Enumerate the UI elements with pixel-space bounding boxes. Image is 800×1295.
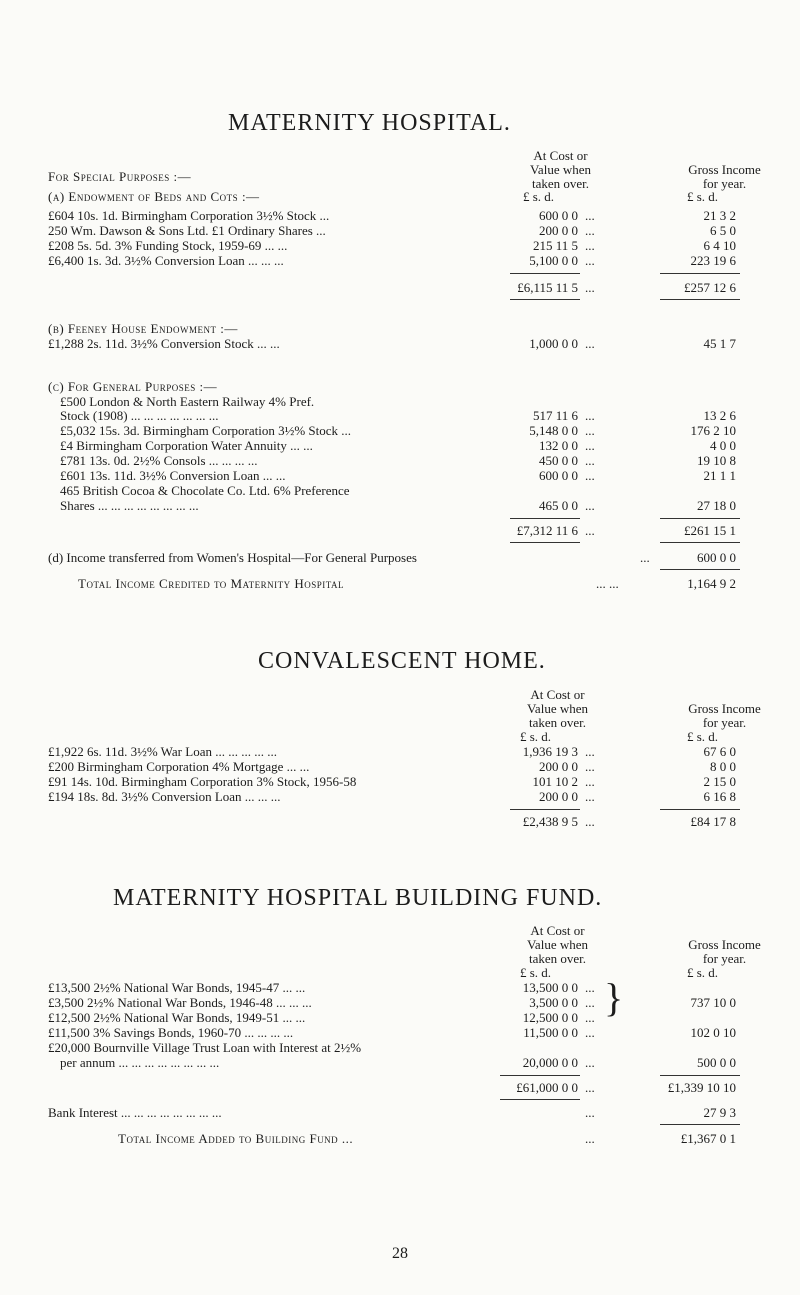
section-b-heading: (b) Feeney House Endowment :— <box>48 321 238 336</box>
conv-row-3-desc: £91 14s. 10d. Birmingham Corporation 3% Stock, 1956-58 <box>48 774 357 789</box>
section-c-row-2-cost: 5,148 0 0 <box>529 423 578 438</box>
income-col-header-line2: for year. <box>702 176 747 191</box>
conv-cost-header-line1: At Cost or <box>530 687 585 702</box>
divider <box>500 1075 580 1076</box>
bf-cost-header-line2: Value when <box>526 937 588 952</box>
conv-cost-header-line2: Value when <box>526 701 588 716</box>
section-c-row-1-income: 13 2 6 <box>703 408 736 423</box>
divider <box>510 518 580 519</box>
section-a-row-4-cost: 5,100 0 0 <box>529 253 578 268</box>
section-a-row-3-income: 6 4 10 <box>703 238 736 253</box>
section-b-row-1-income: 45 1 7 <box>703 336 736 351</box>
divider <box>500 1099 580 1100</box>
maternity-total-value: 1,164 9 2 <box>687 576 736 591</box>
bf-total-cost: £61,000 0 0 <box>516 1080 578 1095</box>
convalescent-title: CONVALESCENT HOME. <box>258 648 546 674</box>
conv-income-header-line1: Gross Income <box>688 701 761 716</box>
bf-income-lsd: £ s. d. <box>687 965 719 980</box>
conv-row-4-cost: 200 0 0 <box>539 789 578 804</box>
section-a-row-2-cost: 200 0 0 <box>539 223 578 238</box>
conv-total-cost: £2,438 9 5 <box>522 814 578 829</box>
divider <box>660 569 740 570</box>
maternity-title: MATERNITY HOSPITAL. <box>228 110 511 136</box>
income-col-header-line1: Gross Income <box>688 162 761 177</box>
bf-row-5-cost: 20,000 0 0 <box>522 1055 578 1070</box>
conv-row-1-desc: £1,922 6s. 11d. 3½% War Loan ... ... ... ... ... <box>48 744 277 759</box>
divider <box>660 273 740 274</box>
conv-cost-header-line3: taken over. <box>528 715 587 730</box>
section-c-row-6-income: 27 18 0 <box>697 498 736 513</box>
maternity-total-label: Total Income Credited to Maternity Hospital <box>78 576 345 591</box>
divider <box>660 542 740 543</box>
section-c-row-4-cost: 450 0 0 <box>539 453 578 468</box>
section-b-row-1-desc: £1,288 2s. 11d. 3½% Conversion Stock ... ... <box>48 336 280 351</box>
conv-row-2-desc: £200 Birmingham Corporation 4% Mortgage ... ... <box>48 759 310 774</box>
income-lsd-header: £ s. d. <box>687 189 719 204</box>
section-a-row-2-desc: 250 Wm. Dawson & Sons Ltd. £1 Ordinary Shares ... <box>48 223 326 238</box>
brace-icon: } <box>604 975 624 1020</box>
section-a-total-income: £257 12 6 <box>684 280 736 295</box>
section-c-row-6-cost: 465 0 0 <box>539 498 578 513</box>
divider <box>660 809 740 810</box>
bf-row-1-cost: 13,500 0 0 <box>522 980 578 995</box>
section-c-row-5-income: 21 1 1 <box>703 468 736 483</box>
conv-row-4-desc: £194 18s. 8d. 3½% Conversion Loan ... ... ... <box>48 789 281 804</box>
bank-interest-label: Bank Interest ... ... ... ... ... ... ... ... <box>48 1105 222 1120</box>
divider <box>660 1075 740 1076</box>
bf-cost-header-line1: At Cost or <box>530 923 585 938</box>
section-a-heading: (a) Endowment of Beds and Cots :— <box>48 189 260 204</box>
bf-income-header-line2: for year. <box>702 951 747 966</box>
section-c-row-2-desc: £5,032 15s. 3d. Birmingham Corporation 3½% Stock ... <box>60 423 352 438</box>
divider <box>510 542 580 543</box>
cost-col-header-line2: Value when <box>529 162 591 177</box>
section-a-row-4-income: 223 19 6 <box>690 253 736 268</box>
bf-row-5-desc: per annum ... ... ... ... ... ... ... ... <box>60 1055 220 1070</box>
section-a-row-1-income: 21 3 2 <box>703 208 736 223</box>
conv-cost-lsd: £ s. d. <box>520 729 552 744</box>
conv-row-3-cost: 101 10 2 <box>532 774 578 789</box>
divider <box>660 518 740 519</box>
bf-bonds-income: 737 10 0 <box>690 995 736 1010</box>
section-c-row-4-income: 19 10 8 <box>697 453 736 468</box>
page-number: 28 <box>392 1245 408 1262</box>
bf-row-3-desc: £12,500 2½% National War Bonds, 1949-51 ... ... <box>48 1010 306 1025</box>
conv-row-4-income: 6 16 8 <box>703 789 736 804</box>
cost-col-header-line3: taken over. <box>531 176 590 191</box>
conv-row-1-cost: 1,936 19 3 <box>522 744 578 759</box>
divider <box>510 273 580 274</box>
section-c-row-1-cost: 517 11 6 <box>532 408 578 423</box>
bf-grand-total-value: £1,367 0 1 <box>680 1131 736 1146</box>
section-d-desc: (d) Income transferred from Women's Hospital—For General Purposes <box>48 550 417 565</box>
section-c-row-3-desc: £4 Birmingham Corporation Water Annuity ... ... <box>60 438 313 453</box>
section-a-row-1-cost: 600 0 0 <box>539 208 578 223</box>
conv-total-income: £84 17 8 <box>690 814 736 829</box>
section-a-row-2-income: 6 5 0 <box>710 223 736 238</box>
special-purposes-heading: For Special Purposes :— <box>48 169 192 184</box>
bf-cost-lsd: £ s. d. <box>520 965 552 980</box>
bank-interest-income: 27 9 3 <box>703 1105 736 1120</box>
section-b-row-1-cost: 1,000 0 0 <box>529 336 578 351</box>
section-a-row-3-cost: 215 11 5 <box>532 238 578 253</box>
conv-row-2-cost: 200 0 0 <box>539 759 578 774</box>
section-a-row-4-desc: £6,400 1s. 3d. 3½% Conversion Loan ... ... ... <box>48 253 284 268</box>
bf-row-2-desc: £3,500 2½% National War Bonds, 1946-48 ... ... ... <box>48 995 312 1010</box>
section-c-heading: (c) For General Purposes :— <box>48 379 218 394</box>
conv-row-1-income: 67 6 0 <box>703 744 736 759</box>
section-a-row-3-desc: £208 5s. 5d. 3% Funding Stock, 1959-69 ... ... <box>48 238 288 253</box>
cost-col-header-line1: At Cost or <box>533 148 588 163</box>
section-c-total-income: £261 15 1 <box>684 523 736 538</box>
conv-row-3-income: 2 15 0 <box>703 774 736 789</box>
building-fund-title: MATERNITY HOSPITAL BUILDING FUND. <box>113 885 603 911</box>
bf-grand-total-label: Total Income Added to Building Fund ... <box>118 1131 354 1146</box>
bf-row-4-desc: £11,500 3% Savings Bonds, 1960-70 ... ... ... ... <box>48 1025 294 1040</box>
section-c-row-6-desc-line1: 465 British Cocoa & Chocolate Co. Ltd. 6% Preference <box>60 483 350 498</box>
bf-row-5-income: 500 0 0 <box>697 1055 736 1070</box>
conv-income-lsd: £ s. d. <box>687 729 719 744</box>
divider <box>660 299 740 300</box>
section-c-row-6-desc: Shares ... ... ... ... ... ... ... ... <box>60 498 199 513</box>
bf-row-4-income: 102 0 10 <box>690 1025 736 1040</box>
bf-total-income: £1,339 10 10 <box>667 1080 736 1095</box>
section-c-row-1-desc: Stock (1908) ... ... ... ... ... ... ... <box>60 408 219 423</box>
divider <box>510 809 580 810</box>
conv-income-header-line2: for year. <box>702 715 747 730</box>
section-c-row-5-desc: £601 13s. 11d. 3½% Conversion Loan ... ... <box>60 468 286 483</box>
bf-row-2-cost: 3,500 0 0 <box>529 995 578 1010</box>
section-c-row-1-desc-line1: £500 London & North Eastern Railway 4% Pref. <box>60 394 315 409</box>
section-c-row-3-cost: 132 0 0 <box>539 438 578 453</box>
bf-income-header-line1: Gross Income <box>688 937 761 952</box>
bf-row-3-cost: 12,500 0 0 <box>522 1010 578 1025</box>
section-c-row-3-income: 4 0 0 <box>710 438 736 453</box>
cost-lsd-header: £ s. d. <box>523 189 555 204</box>
section-c-total-cost: £7,312 11 6 <box>516 523 578 538</box>
bf-row-1-desc: £13,500 2½% National War Bonds, 1945-47 ... ... <box>48 980 306 995</box>
section-c-row-5-cost: 600 0 0 <box>539 468 578 483</box>
section-d-income: 600 0 0 <box>697 550 736 565</box>
section-a-total-cost: £6,115 11 5 <box>517 280 578 295</box>
section-c-row-2-income: 176 2 10 <box>690 423 736 438</box>
divider <box>660 1124 740 1125</box>
bf-cost-header-line3: taken over. <box>528 951 587 966</box>
section-c-row-4-desc: £781 13s. 0d. 2½% Consols ... ... ... ... <box>60 453 258 468</box>
section-a-row-1-desc: £604 10s. 1d. Birmingham Corporation 3½% Stock ... <box>48 208 330 223</box>
divider <box>510 299 580 300</box>
bf-row-5-desc-line1: £20,000 Bournville Village Trust Loan with Interest at 2½% <box>48 1040 362 1055</box>
conv-row-2-income: 8 0 0 <box>710 759 736 774</box>
bf-row-4-cost: 11,500 0 0 <box>523 1025 578 1040</box>
document-page: MATERNITY HOSPITAL. At Cost or Value when taken over. Gross Income for year. For Special Purposes :— £ s. d. £ s. d. (a) Endowment of Beds and Cots :— £604 10s. 1d. Birmingham Corporation 3½% Stock ... 600 0 0 ... 21 3 2 250 Wm. Dawson & Sons Ltd. £1 Ordinary Shares ... 200 0 0 ... 6 5 0 £208 5s. 5d. 3% Funding Stock, 1959-69 ... ... 215 11 5 ... 6 4 10 £6,400 1s. 3d. 3½% Conversion Loan ... ... ... 5,100 0 0 ... 223 19 6 £6,115 11 5 ... £257 12 6 (b) Feeney House Endowment :— £1,288 2s. 11d. 3½% Conversion Stock ... ... 1,000 0 0 ... 45 1 7 (c) For General Purposes :— £500 London & North Eastern Railway 4% Pref. Stock (1908) ... ... ... ... ... ... ... 517 11 6 ... 13 2 6 £5,032 15s. 3d. Birmingham Corporation 3½% Stock ... 5,148 0 0 ... 176 2 10 £4 Birmingham Corporation Water Annuity ... ... 132 0 0 ... 4 0 0 £781 13s. 0d. 2½% Consols ... ... ... ... 450 0 0 ... 19 10 8 £601 13s. 11d. 3½% Conversion Loan ... ... 600 0 0 ... 21 1 1 465 British Cocoa & Chocolate Co. Ltd. 6% Preference Shares ... ... ... ... ... ... ... ... 465 0 0 ... 27 18 0 £7,312 11 6 ... £261 15 1 (d) Income transferred from Women's Hospital—For General Purposes ... 600 0 0 Total Income Credited to Maternity Hospital ... ... 1,164 9 2 CONVALESCENT HOME. At Cost or Value when taken over. Gross Income for year. £ s. d. £ s. d. £1,922 6s. 11d. 3½% War Loan ... ... ... ... ... 1,936 19 3 ... 67 6 0 £200 Birmingham Corporation 4% Mortgage ... ... 200 0 0 ... 8 0 0 £91 14s. 10d. Birmingham Corporation 3% Stock, 1956-58 101 10 2 ... 2 15 0 £194 18s. 8d. 3½% Conversion Loan ... ... ... 200 0 0 ... 6 16 8 £2,438 9 5 ... £84 17 8 MATERNITY HOSPITAL BUILDING FUND. At Cost or Value when taken over. Gross Income for year. £ s. d. £ s. d. £13,500 2½% National War Bonds, 1945-47 ... ... 13,500 0 0 ... £3,500 2½% National War Bonds, 1946-48 ... ... ... 3,500 0 0 ... £12,500 2½% National War Bonds, 1949-51 ... ... 12,500 0 0 ... } 737 10 0 £11,500 3% Savings Bonds, 1960-70 ... ... ... ... 11,500 0 0 ... 102 0 10 £20,000 Bournville Village Trust Loan with Interest at 2½% per annum ... ... ... ... ... ... ... ... 20,000 0 0 ... 500 0 0 £61,000 0 0 ... £1,339 10 10 Bank Interest ... ... ... ... ... ... ... ... ... 27 9 3 Total Income Added to Building Fund ... ... £1,367 0 1 28 <box>0 0 800 1295</box>
